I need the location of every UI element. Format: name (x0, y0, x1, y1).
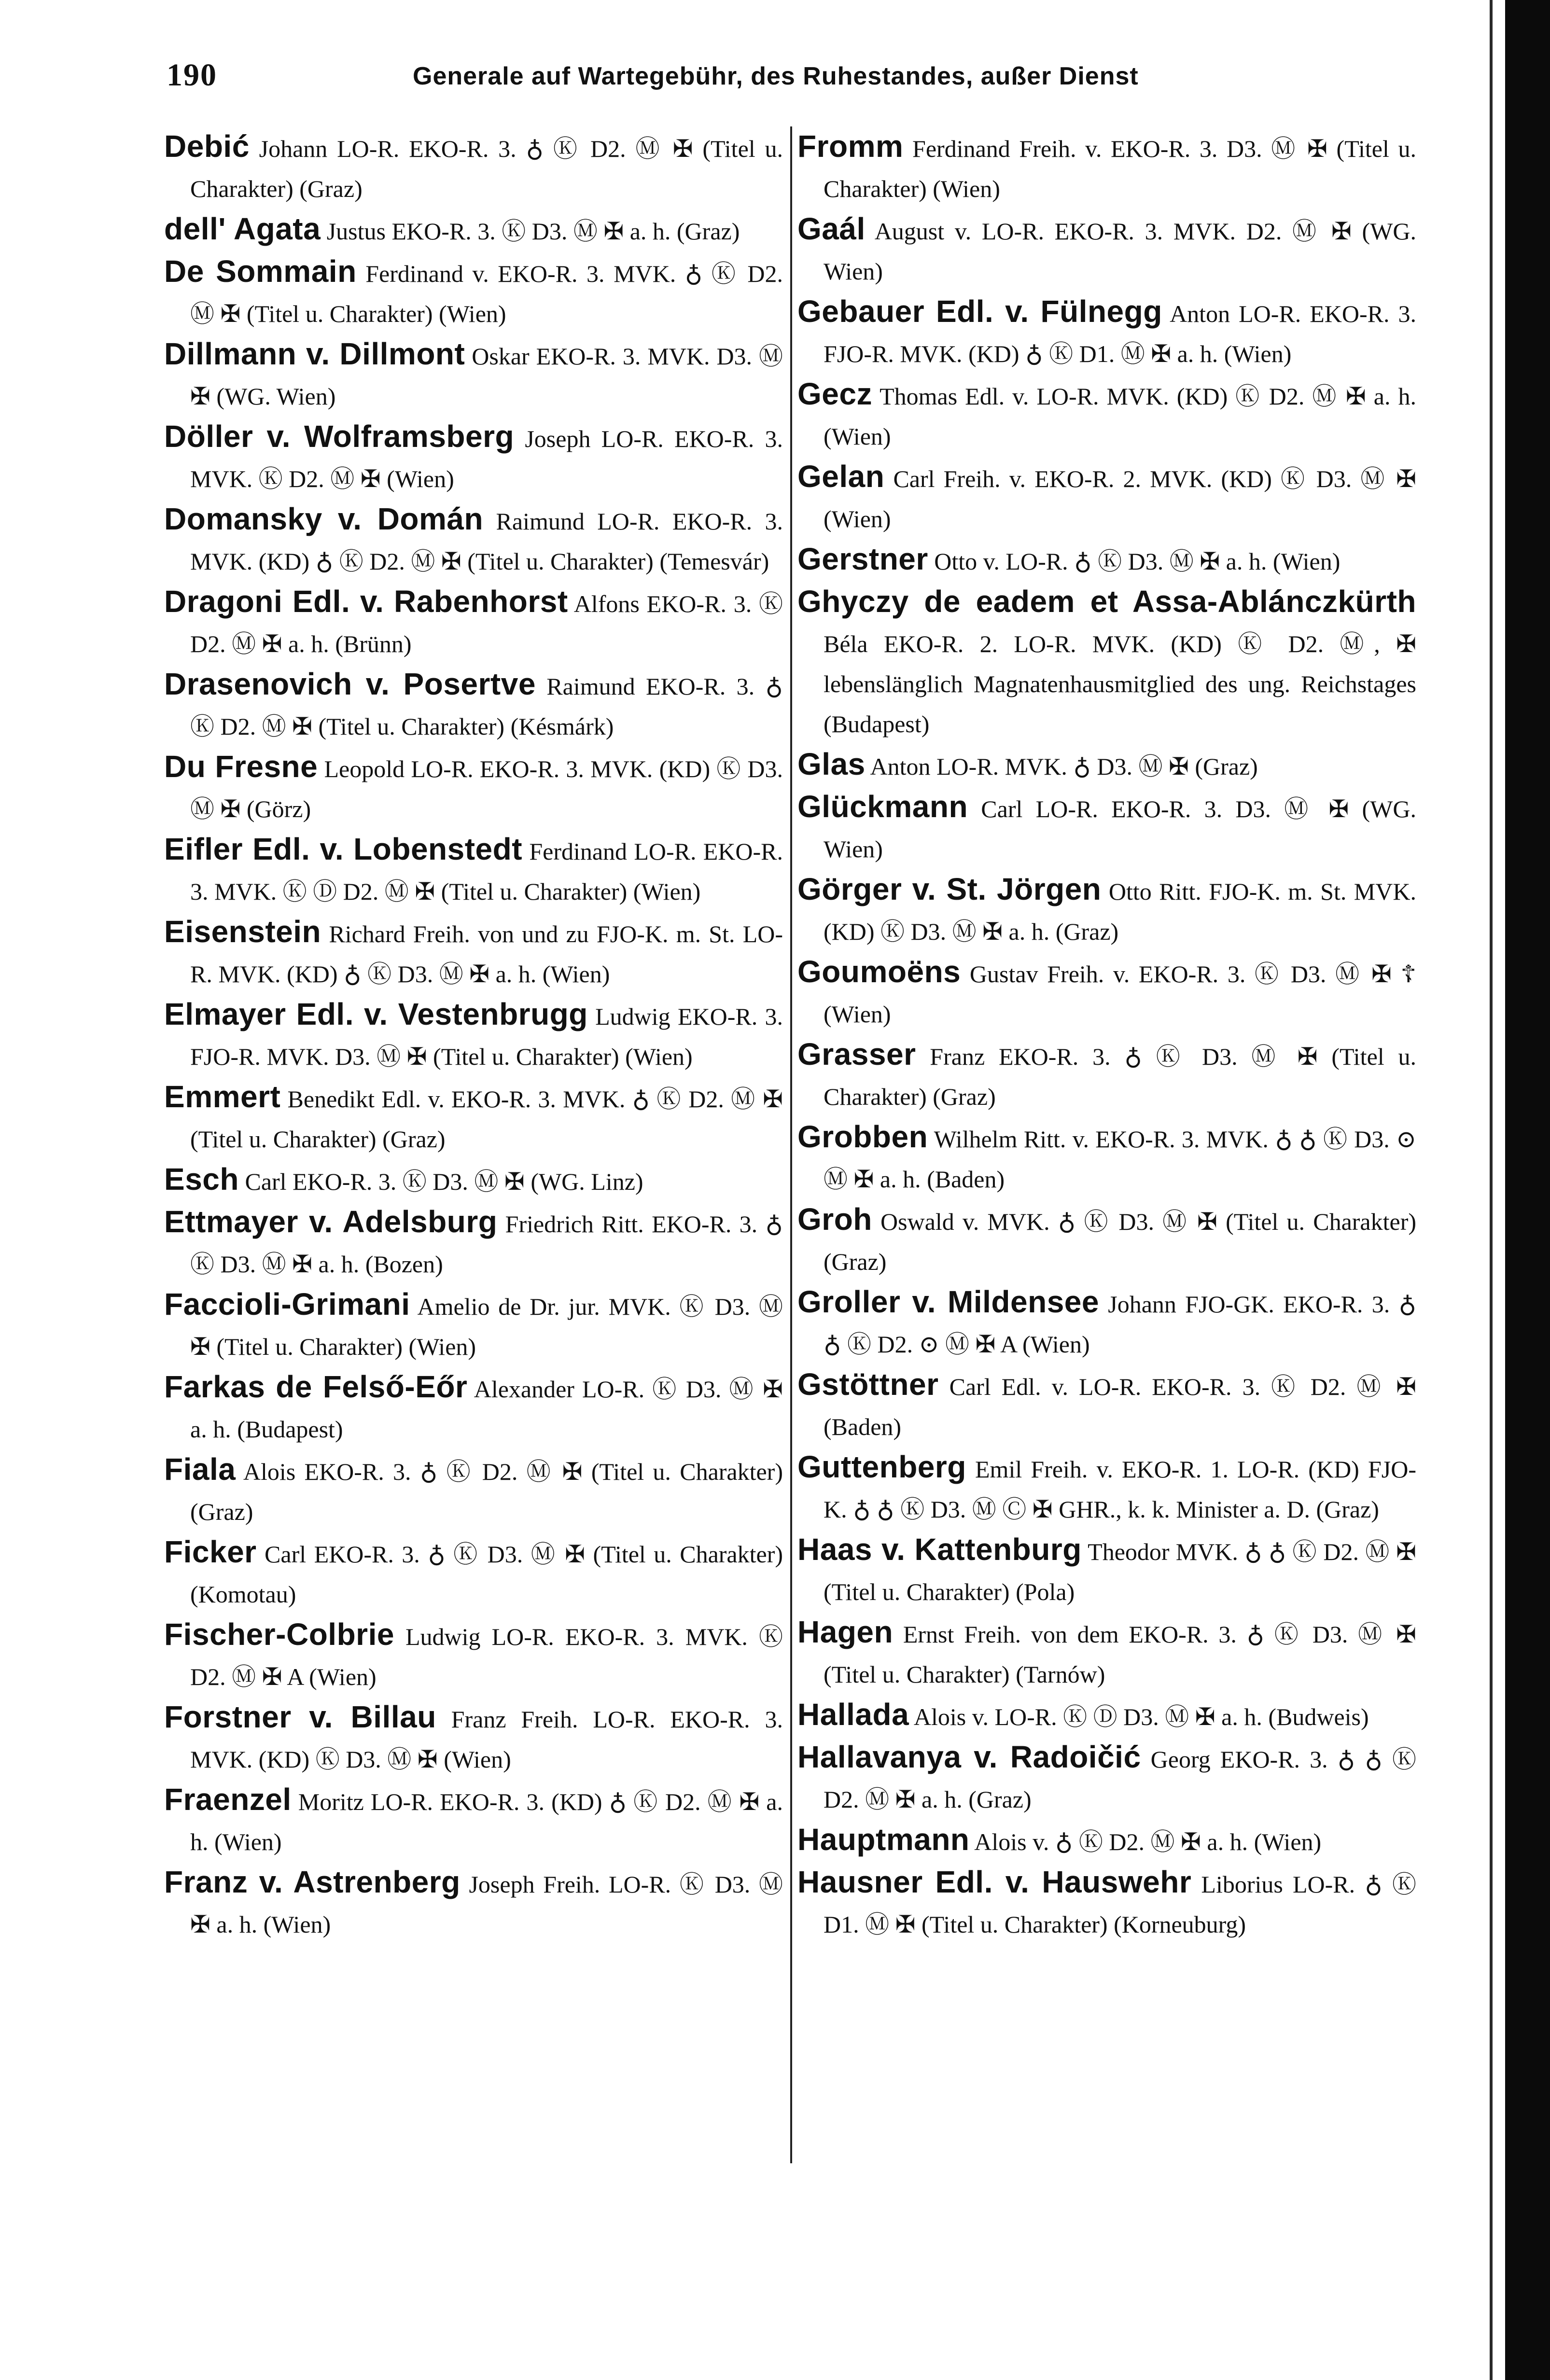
entry-details: Johann LO-R. EKO-R. 3. ♁ Ⓚ D2. Ⓜ ✠ (Titel u. Charakter) (Graz) (190, 135, 783, 202)
entry-name: Fischer-Colbrie (164, 1617, 394, 1652)
directory-entry (164, 499, 783, 582)
entry-details: Carl Edl. v. LO-R. EKO-R. 3. Ⓚ D2. Ⓜ ✠ (Baden) (824, 1373, 1416, 1440)
entry-details: Amelio de Dr. jur. MVK. Ⓚ D3. Ⓜ ✠ (Titel u. Charakter) (Wien) (190, 1293, 783, 1360)
directory-entry (164, 1202, 783, 1284)
directory-entry (164, 829, 783, 912)
entry-name: Debić (164, 129, 250, 164)
entry-name: Farkas de Felső-Eőr (164, 1369, 468, 1404)
entry-details: Georg EKO-R. 3. ♁ ♁ Ⓚ D2. Ⓜ ✠ a. h. (Graz) (824, 1746, 1417, 1813)
entry-name: Hagen (797, 1615, 894, 1649)
entry-details: Anton LO-R. EKO-R. 3. FJO-R. MVK. (KD) ♁ Ⓚ D1. Ⓜ ✠ a. h. (Wien) (824, 300, 1416, 367)
directory-entry (797, 374, 1416, 457)
directory-entry (164, 1780, 783, 1862)
entry-details: Ferdinand Freih. v. EKO-R. 3. D3. Ⓜ ✠ (Titel u. Charakter) (Wien) (824, 135, 1416, 202)
entry-name: Faccioli-Grimani (164, 1287, 410, 1322)
entry-details: Béla EKO-R. 2. LO-R. MVK. (KD) Ⓚ D2. Ⓜ, ✠ lebenslänglich Magnatenhausmitglied des ung. Reichstages (Budapest) (824, 630, 1416, 738)
directory-entry (797, 952, 1416, 1034)
directory-entry (164, 1862, 783, 1945)
entry-name: Emmert (164, 1079, 281, 1114)
entry-name: Dillmann v. Dillmont (164, 336, 465, 371)
entry-details: Emil Freih. v. EKO-R. 1. LO-R. (KD) FJO-K. ♁ ♁ Ⓚ D3. Ⓜ Ⓒ ✠ GHR., k. k. Minister a. D. (Graz) (824, 1456, 1416, 1523)
entry-name: Döller v. Wolframsberg (164, 419, 515, 454)
directory-entry (797, 126, 1416, 209)
entry-name: Gaál (797, 211, 866, 246)
directory-entry (164, 1532, 783, 1615)
entry-name: Haas v. Kattenburg (797, 1532, 1082, 1567)
entry-details: Joseph Freih. LO-R. Ⓚ D3. Ⓜ ✠ a. h. (Wien) (190, 1871, 783, 1938)
directory-entry (797, 744, 1416, 787)
directory-entry (164, 1284, 783, 1367)
entry-name: Guttenberg (797, 1449, 966, 1484)
directory-entry (797, 582, 1416, 744)
entry-name: De Sommain (164, 254, 357, 289)
entry-details: Moritz LO-R. EKO-R. 3. (KD) ♁ Ⓚ D2. Ⓜ ✠ a. h. (Wien) (190, 1788, 783, 1855)
entry-name: Du Fresne (164, 749, 318, 784)
directory-entry (164, 209, 783, 251)
entry-details: Alfons EKO-R. 3. Ⓚ D2. Ⓜ ✠ a. h. (Brünn) (190, 590, 783, 657)
directory-entry (164, 912, 783, 994)
directory-entry (797, 1737, 1416, 1820)
directory-entry (164, 1697, 783, 1780)
entry-details: Alois v. ♁ Ⓚ D2. Ⓜ ✠ a. h. (Wien) (969, 1828, 1322, 1855)
entry-name: Fromm (797, 129, 904, 164)
directory-entry (797, 292, 1416, 374)
entry-name: Gebauer Edl. v. Fülnegg (797, 294, 1162, 329)
entry-details: Alexander LO-R. Ⓚ D3. Ⓜ ✠ a. h. (Budapest) (190, 1376, 783, 1443)
directory-entry (797, 1530, 1416, 1612)
directory-entry (797, 1364, 1416, 1447)
entry-details: Anton LO-R. MVK. ♁ D3. Ⓜ ✠ (Graz) (865, 753, 1258, 780)
directory-entry (797, 787, 1416, 869)
entry-details: Justus EKO-R. 3. Ⓚ D3. Ⓜ ✠ a. h. (Graz) (321, 218, 740, 245)
directory-entry (797, 869, 1416, 952)
entry-name: Fiala (164, 1452, 236, 1487)
page-number: 190 (167, 57, 217, 93)
entry-name: Hausner Edl. v. Hauswehr (797, 1865, 1192, 1899)
entry-details: Liborius LO-R. ♁ Ⓚ D1. Ⓜ ✠ (Titel u. Charakter) (Korneuburg) (824, 1871, 1416, 1938)
entry-name: Görger v. St. Jörgen (797, 872, 1102, 906)
entry-details: Carl LO-R. EKO-R. 3. D3. Ⓜ ✠ (WG. Wien) (824, 795, 1416, 863)
entry-details: Joseph LO-R. EKO-R. 3. MVK. Ⓚ D2. Ⓜ ✠ (Wien) (190, 425, 783, 492)
entry-details: Ernst Freih. von dem EKO-R. 3. ♁ Ⓚ D3. Ⓜ ✠ (Titel u. Charakter) (Tarnów) (824, 1621, 1416, 1688)
column-divider (790, 126, 792, 2163)
entry-details: Gustav Freih. v. EKO-R. 3. Ⓚ D3. Ⓜ ✠ ☦ (Wien) (824, 960, 1416, 1028)
directory-entry (797, 1117, 1416, 1199)
entry-details: Oskar EKO-R. 3. MVK. D3. Ⓜ ✠ (WG. Wien) (190, 343, 783, 410)
entry-name: Hallavanya v. Radoičić (797, 1740, 1141, 1774)
entry-name: Gecz (797, 376, 872, 411)
entry-details: Friedrich Ritt. EKO-R. 3. ♁ Ⓚ D3. Ⓜ ✠ a. h. (Bozen) (190, 1211, 783, 1278)
entry-name: Gelan (797, 459, 885, 494)
entry-name: Grasser (797, 1037, 916, 1072)
entry-details: Alois v. LO-R. Ⓚ Ⓓ D3. Ⓜ ✠ a. h. (Budweis) (909, 1703, 1369, 1730)
entry-name: Domansky v. Domán (164, 501, 484, 536)
entry-details: Richard Freih. von und zu FJO-K. m. St. LO-R. MVK. (KD) ♁ Ⓚ D3. Ⓜ ✠ a. h. (Wien) (190, 920, 783, 988)
entry-details: Carl Freih. v. EKO-R. 2. MVK. (KD) Ⓚ D3. Ⓜ ✠ (Wien) (824, 465, 1416, 532)
entry-name: Hauptmann (797, 1822, 970, 1857)
entry-name: dell' Agata (164, 211, 321, 246)
entry-name: Glas (797, 747, 866, 781)
directory-entry (164, 1159, 783, 1202)
entry-details: Thomas Edl. v. LO-R. MVK. (KD) Ⓚ D2. Ⓜ ✠ a. h. (Wien) (824, 383, 1416, 450)
directory-entry (164, 747, 783, 829)
entry-name: Groh (797, 1202, 872, 1237)
entry-name: Glückmann (797, 789, 968, 824)
entry-details: Carl EKO-R. 3. ♁ Ⓚ D3. Ⓜ ✠ (Titel u. Charakter) (Komotau) (190, 1541, 783, 1608)
right-column (797, 126, 1416, 1945)
entry-name: Grobben (797, 1119, 928, 1154)
directory-entry (797, 1034, 1416, 1117)
directory-entry (164, 664, 783, 747)
entry-details: Ferdinand LO-R. EKO-R. 3. MVK. Ⓚ Ⓓ D2. Ⓜ ✠ (Titel u. Charakter) (Wien) (190, 838, 783, 905)
directory-entry (164, 334, 783, 417)
entry-name: Groller v. Mildensee (797, 1284, 1099, 1319)
left-column (164, 126, 783, 1945)
entry-details: Otto Ritt. FJO-K. m. St. MVK. (KD) Ⓚ D3. Ⓜ ✠ a. h. (Graz) (824, 878, 1416, 945)
directory-entry (797, 457, 1416, 539)
entry-name: Elmayer Edl. v. Vestenbrugg (164, 997, 588, 1031)
directory-entry (164, 1367, 783, 1449)
directory-entry (164, 582, 783, 664)
entry-name: Esch (164, 1162, 239, 1197)
directory-entry (164, 1449, 783, 1532)
entry-details: Carl EKO-R. 3. Ⓚ D3. Ⓜ ✠ (WG. Linz) (238, 1168, 643, 1195)
entry-details: Ludwig LO-R. EKO-R. 3. MVK. Ⓚ D2. Ⓜ ✠ A (Wien) (190, 1623, 783, 1690)
directory-entry (164, 994, 783, 1077)
entry-name: Ettmayer v. Adelsburg (164, 1204, 498, 1239)
entry-name: Eisenstein (164, 914, 321, 949)
entry-details: Oswald v. MVK. ♁ Ⓚ D3. Ⓜ ✠ (Titel u. Charakter) (Graz) (824, 1208, 1416, 1275)
entry-details: Alois EKO-R. 3. ♁ Ⓚ D2. Ⓜ ✠ (Titel u. Charakter) (Graz) (190, 1458, 783, 1525)
entry-name: Franz v. Astrenberg (164, 1865, 461, 1899)
entry-details: Franz Freih. LO-R. EKO-R. 3. MVK. (KD) Ⓚ D3. Ⓜ ✠ (Wien) (190, 1706, 783, 1773)
entry-details: Johann FJO-GK. EKO-R. 3. ♁ ♁ Ⓚ D2. ⊙ Ⓜ ✠ A (Wien) (824, 1291, 1417, 1358)
directory-entry (164, 417, 783, 499)
entry-name: Fraenzel (164, 1782, 292, 1817)
directory-entry (797, 539, 1416, 582)
directory-entry (797, 1612, 1416, 1695)
entry-name: Hallada (797, 1697, 909, 1732)
entry-name: Forstner v. Billau (164, 1699, 436, 1734)
directory-entry (797, 1199, 1416, 1282)
running-title: Generale auf Wartegebühr, des Ruhestandes, außer Dienst (413, 62, 1139, 90)
entry-details: Ludwig EKO-R. 3. FJO-R. MVK. D3. Ⓜ ✠ (Titel u. Charakter) (Wien) (190, 1003, 783, 1070)
directory-entry (164, 1077, 783, 1159)
directory-entry (164, 126, 783, 209)
entry-name: Ghyczy de eadem et Assa-Ablánczkürth (797, 584, 1416, 619)
entry-details: Raimund LO-R. EKO-R. 3. MVK. (KD) ♁ Ⓚ D2. Ⓜ ✠ (Titel u. Charakter) (Temesvár) (190, 508, 783, 575)
scan-edge-line (1490, 0, 1493, 2380)
entry-details: Wilhelm Ritt. v. EKO-R. 3. MVK. ♁ ♁ Ⓚ D3. ⊙ Ⓜ ✠ a. h. (Baden) (824, 1126, 1416, 1193)
entry-name: Gstöttner (797, 1367, 939, 1402)
page-header (167, 57, 1422, 100)
directory-entry (164, 1615, 783, 1697)
directory-entry (164, 251, 783, 334)
entry-details: Benedikt Edl. v. EKO-R. 3. MVK. ♁ Ⓚ D2. Ⓜ ✠ (Titel u. Charakter) (Graz) (190, 1086, 783, 1153)
entry-details: Leopold LO-R. EKO-R. 3. MVK. (KD) Ⓚ D3. Ⓜ ✠ (Görz) (190, 755, 783, 822)
directory-entry (797, 1282, 1416, 1364)
directory-entry (797, 209, 1416, 292)
entry-details: Theodor MVK. ♁ ♁ Ⓚ D2. Ⓜ ✠ (Titel u. Charakter) (Pola) (824, 1538, 1416, 1605)
scan-edge-border (1505, 0, 1550, 2380)
entry-details: Ferdinand v. EKO-R. 3. MVK. ♁ Ⓚ D2. Ⓜ ✠ (Titel u. Charakter) (Wien) (190, 260, 783, 327)
directory-entry (797, 1447, 1416, 1530)
entry-name: Goumoëns (797, 954, 961, 989)
entry-details: August v. LO-R. EKO-R. 3. MVK. D2. Ⓜ ✠ (WG. Wien) (824, 218, 1416, 285)
entry-details: Franz EKO-R. 3. ♁ Ⓚ D3. Ⓜ ✠ (Titel u. Charakter) (Graz) (824, 1043, 1416, 1110)
entry-name: Gerstner (797, 542, 928, 576)
directory-entry (797, 1695, 1416, 1737)
directory-entry (797, 1820, 1416, 1862)
entry-name: Drasenovich v. Posertve (164, 667, 536, 701)
entry-details: Raimund EKO-R. 3. ♁ Ⓚ D2. Ⓜ ✠ (Titel u. Charakter) (Késmárk) (190, 673, 783, 740)
directory-entry (797, 1862, 1416, 1945)
entry-details: Otto v. LO-R. ♁ Ⓚ D3. Ⓜ ✠ a. h. (Wien) (928, 548, 1341, 575)
entry-name: Dragoni Edl. v. Rabenhorst (164, 584, 568, 619)
entry-name: Ficker (164, 1534, 257, 1569)
entry-name: Eifler Edl. v. Lobenstedt (164, 832, 523, 866)
